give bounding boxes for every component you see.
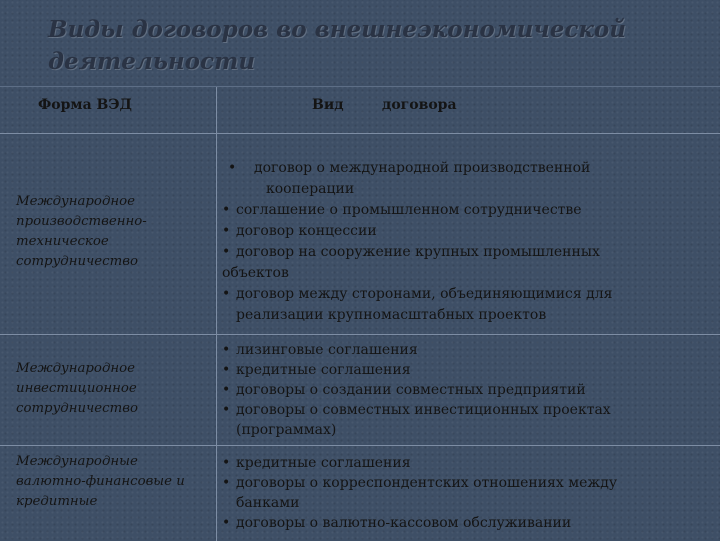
item-text: договоры о корреспондентских отношениях между (236, 475, 618, 491)
list-item (222, 400, 712, 440)
form-cell: Международные валютно-финансовые и кредитные (16, 454, 185, 509)
bullet-icon: • (222, 286, 231, 302)
item-text-continued: реализации крупномасштабных проектов (236, 307, 547, 323)
contract-types-table (0, 86, 720, 541)
list-item (222, 380, 712, 400)
list-item (222, 242, 712, 284)
item-text-continued: объектов (222, 265, 289, 281)
bullet-icon: • (222, 342, 231, 358)
list-item (222, 340, 712, 360)
header-contract-type-part-2: договора (382, 97, 457, 113)
header-contract-type-part-1: Вид (312, 97, 344, 113)
table-header-row (0, 87, 720, 134)
item-text-continued: (программах) (236, 422, 337, 438)
contract-list (222, 453, 712, 533)
item-text: договор концессии (236, 223, 377, 239)
bullet-icon: • (228, 160, 237, 176)
list-item (222, 473, 712, 513)
item-text: лизинговые соглашения (236, 342, 418, 358)
item-text-continued: банками (236, 495, 300, 511)
item-text: договоры о валютно-кассовом обслуживании (236, 515, 572, 531)
bullet-icon: • (222, 382, 231, 398)
list-item (222, 513, 712, 533)
header-form: Форма ВЭД (38, 97, 132, 113)
slide-title-line-2: деятельности (48, 48, 256, 75)
contract-list (222, 158, 712, 326)
list-item (222, 360, 712, 380)
item-text: соглашение о промышленном сотрудничестве (236, 202, 582, 218)
table-row (0, 335, 720, 446)
item-text: договор между сторонами, объединяющимися для (236, 286, 613, 302)
table-row (0, 446, 720, 541)
item-text: кредитные соглашения (236, 362, 411, 378)
bullet-icon: • (222, 455, 231, 471)
bullet-icon: • (222, 362, 231, 378)
slide-title (48, 14, 688, 78)
form-cell: Международное инвестиционное сотрудничество (16, 361, 138, 416)
list-item (222, 221, 712, 242)
list-item (222, 200, 712, 221)
list-item (222, 284, 712, 326)
bullet-icon: • (222, 244, 231, 260)
list-item (222, 453, 712, 473)
item-text: кредитные соглашения (236, 455, 411, 471)
list-item (222, 158, 712, 200)
table-row (0, 134, 720, 335)
item-text: договоры о совместных инвестиционных проектах (236, 402, 611, 418)
bullet-icon: • (222, 202, 231, 218)
form-cell: Международное производственно-техническое сотрудничество (16, 194, 147, 269)
item-text: договоры о создании совместных предприятий (236, 382, 586, 398)
item-text: договор на сооружение крупных промышленных (236, 244, 600, 260)
bullet-icon: • (222, 223, 231, 239)
slide-title-line-1: Виды договоров во внешнеэкономической (48, 16, 626, 43)
bullet-icon: • (222, 515, 231, 531)
contract-list (222, 340, 712, 440)
bullet-icon: • (222, 402, 231, 418)
bullet-icon: • (222, 475, 231, 491)
item-text: договор о международной производственной (254, 160, 591, 176)
item-text-continued: кооперации (266, 181, 355, 197)
